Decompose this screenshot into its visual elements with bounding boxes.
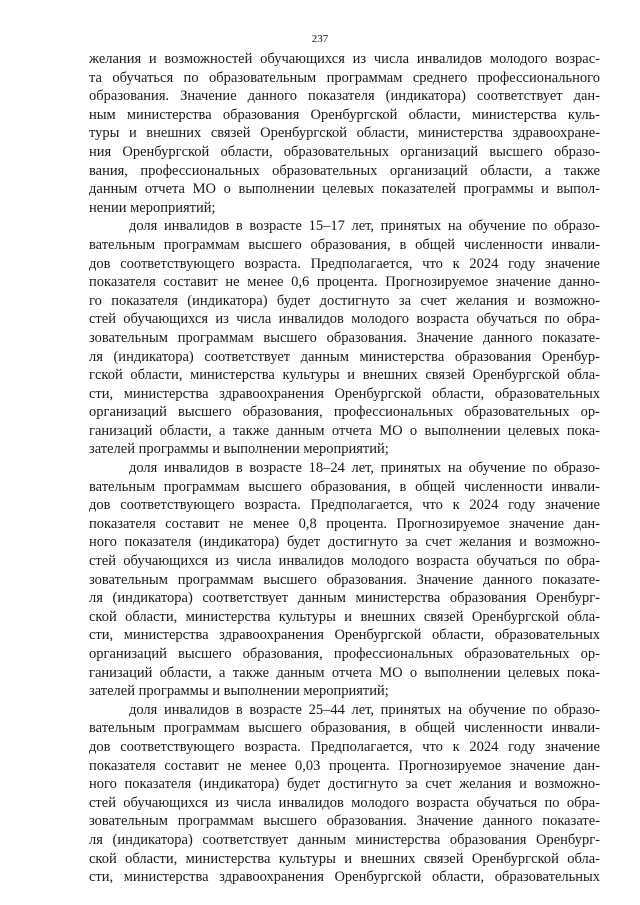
text-line: ганизаций области, а также данным отчета МО о выполнении целевых пока- xyxy=(89,664,600,681)
text-line: вания, профессиональных образовательных организаций области, а также xyxy=(89,162,600,179)
text-line: показателя составит не менее 0,8 процента. Прогнозируемое значение дан- xyxy=(89,515,600,532)
text-line: ным министерства образования Оренбургской области, министерства куль- xyxy=(89,106,600,123)
text-line: дов соответствующего возраста. Предполагается, что к 2024 году значение xyxy=(89,738,600,755)
text-line: стей обучающихся из числа инвалидов молодого возраста обучаться по обра- xyxy=(89,311,600,328)
text-line: организаций высшего образования, профессиональных образовательных ор- xyxy=(89,404,600,421)
text-line: ного показателя (индикатора) будет достигнуто за счет желания и возможно- xyxy=(89,776,600,793)
text-line: го показателя (индикатора) будет достигнуто за счет желания и возможно- xyxy=(89,292,600,309)
text-line: нении мероприятий; xyxy=(89,199,216,216)
text-line: ля (индикатора) соответствует данным министерства образования Оренбург- xyxy=(89,590,600,607)
text-line: организаций высшего образования, профессиональных образовательных ор- xyxy=(89,646,600,662)
paragraph xyxy=(89,50,600,217)
text-line: показателя составит не менее 0,03 процента. Прогнозируемое значение дан- xyxy=(89,757,600,774)
text-line: зовательным программам высшего образования. Значение данного показате- xyxy=(89,813,600,830)
text-line: дов соответствующего возраста. Предполагается, что к 2024 году значение xyxy=(89,255,600,272)
text-line: стей обучающихся из числа инвалидов молодого возраста обучаться по обра- xyxy=(89,794,600,811)
text-line: зателей программы и выполнении мероприятий; xyxy=(89,441,389,458)
text-line: ля (индикатора) соответствует данным министерства образования Оренбур- xyxy=(89,348,600,365)
text-line: зовательным программам высшего образования. Значение данного показате- xyxy=(89,329,600,346)
paragraph xyxy=(89,701,600,887)
page-number: 237 xyxy=(311,33,329,45)
text-line: ния Оренбургской области, образовательных организаций высшего образо- xyxy=(89,143,600,160)
text-line: вательным программам высшего образования, в общей численности инвали- xyxy=(89,236,600,253)
text-line: доля инвалидов в возрасте 25–44 лет, принятых на обучение по образо- xyxy=(129,701,600,718)
text-line: та обучаться по образовательным программам среднего профессионального xyxy=(89,69,600,86)
text-line: сти, министерства здравоохранения Оренбургской области, образовательных xyxy=(89,385,600,402)
text-line: желания и возможностей обучающихся из числа инвалидов молодого возрас- xyxy=(89,51,600,67)
text-line: сти, министерства здравоохранения Оренбургской области, образовательных xyxy=(89,869,600,886)
text-line: туры и внешних связей Оренбургской области, министерства здравоохране- xyxy=(89,125,600,142)
text-line: вательным программам высшего образования, в общей численности инвали- xyxy=(89,478,600,495)
paragraph xyxy=(89,459,600,701)
text-line: зателей программы и выполнении мероприятий; xyxy=(89,683,389,700)
text-line: сти, министерства здравоохранения Оренбургской области, образовательных xyxy=(89,627,600,644)
text-line: доля инвалидов в возрасте 15–17 лет, принятых на обучение по образо- xyxy=(129,218,600,235)
text-line: образования. Значение данного показателя (индикатора) соответствует дан- xyxy=(89,88,600,105)
text-line: ля (индикатора) соответствует данным министерства образования Оренбург- xyxy=(89,831,600,848)
text-line: гской области, министерства культуры и внешних связей Оренбургской обла- xyxy=(89,367,600,384)
text-line: ганизаций области, а также данным отчета МО о выполнении целевых пока- xyxy=(89,422,600,439)
text-line: доля инвалидов в возрасте 18–24 лет, принятых на обучение по образо- xyxy=(129,460,600,477)
body-text xyxy=(89,50,600,887)
paragraph xyxy=(89,217,600,459)
text-line: ской области, министерства культуры и внешних связей Оренбургской обла- xyxy=(89,608,600,625)
text-line: вательным программам высшего образования, в общей численности инвали- xyxy=(89,720,600,737)
text-line: показателя составит не менее 0,6 процента. Прогнозируемое значение данно- xyxy=(89,274,600,291)
text-line: стей обучающихся из числа инвалидов молодого возраста обучаться по обра- xyxy=(89,553,600,570)
text-line: дов соответствующего возраста. Предполагается, что к 2024 году значение xyxy=(89,497,600,514)
text-line: ской области, министерства культуры и внешних связей Оренбургской обла- xyxy=(89,850,600,867)
text-line: данным отчета МО о выполнении целевых показателей программы и выпол- xyxy=(89,181,600,198)
text-line: ного показателя (индикатора) будет достигнуто за счет желания и возможно- xyxy=(89,534,600,551)
text-line: зовательным программам высшего образования. Значение данного показате- xyxy=(89,571,600,588)
